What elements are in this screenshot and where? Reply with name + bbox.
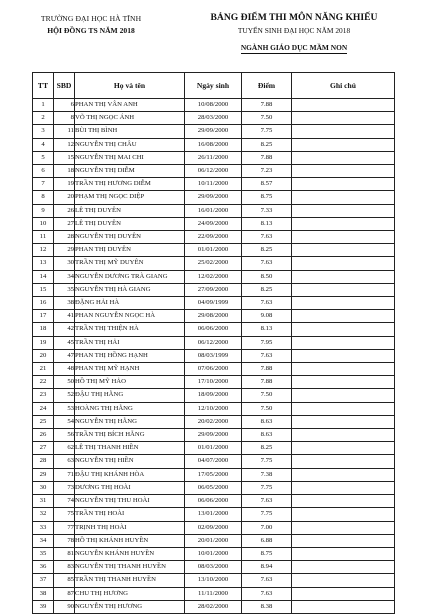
table-row	[33, 297, 395, 310]
student-name: NGUYỄN THỊ CHÂU	[75, 138, 185, 151]
row-number: 4	[33, 138, 54, 151]
row-number: 37	[33, 574, 54, 587]
candidate-number: 45	[54, 336, 75, 349]
birth-date: 26/11/2000	[185, 151, 242, 164]
score-value: 8.57	[242, 178, 292, 191]
row-number: 32	[33, 508, 54, 521]
student-name: ĐẬU THỊ HẰNG	[75, 389, 185, 402]
birth-date: 17/10/2000	[185, 376, 242, 389]
score-value: 7.50	[242, 389, 292, 402]
row-number: 29	[33, 468, 54, 481]
student-name: NGUYỄN THỊ DUYÊN	[75, 231, 185, 244]
score-value: 6.88	[242, 534, 292, 547]
birth-date: 06/12/2000	[185, 336, 242, 349]
birth-date: 29/08/2000	[185, 310, 242, 323]
score-value: 7.75	[242, 481, 292, 494]
row-number: 20	[33, 349, 54, 362]
note-cell	[292, 389, 395, 402]
row-number: 7	[33, 178, 54, 191]
student-name: NGUYỄN THỊ DIỄM	[75, 165, 185, 178]
council-name: HỘI ĐỒNG TS NĂM 2018	[47, 26, 135, 35]
score-value: 7.88	[242, 376, 292, 389]
table-row	[33, 310, 395, 323]
row-number: 6	[33, 165, 54, 178]
candidate-number: 8	[54, 112, 75, 125]
table-row	[33, 521, 395, 534]
column-header-tt: TT	[33, 73, 54, 99]
birth-date: 18/09/2000	[185, 389, 242, 402]
birth-date: 13/01/2000	[185, 508, 242, 521]
candidate-number: 6	[54, 99, 75, 112]
candidate-number: 12	[54, 138, 75, 151]
row-number: 24	[33, 402, 54, 415]
row-number: 3	[33, 125, 54, 138]
table-row	[33, 561, 395, 574]
column-header-dob: Ngày sinh	[185, 73, 242, 99]
table-row	[33, 336, 395, 349]
score-value: 7.63	[242, 257, 292, 270]
row-number: 38	[33, 587, 54, 600]
candidate-number: 85	[54, 574, 75, 587]
student-name: PHẠM THỊ NGỌC DIỆP	[75, 191, 185, 204]
candidate-number: 20	[54, 191, 75, 204]
birth-date: 07/06/2000	[185, 363, 242, 376]
row-number: 23	[33, 389, 54, 402]
note-cell	[292, 191, 395, 204]
candidate-number: 50	[54, 376, 75, 389]
score-value: 8.50	[242, 270, 292, 283]
birth-date: 20/02/2000	[185, 415, 242, 428]
candidate-number: 90	[54, 600, 75, 613]
student-name: VÕ THỊ NGỌC ÁNH	[75, 112, 185, 125]
row-number: 39	[33, 600, 54, 613]
student-name: TRẦN THỊ HƯƠNG DIỄM	[75, 178, 185, 191]
institution-header	[16, 14, 166, 35]
student-name: LÊ THỊ THANH HIỀN	[75, 442, 185, 455]
table-row	[33, 125, 395, 138]
score-value: 7.63	[242, 231, 292, 244]
table-row	[33, 349, 395, 362]
table-body	[33, 99, 395, 614]
row-number: 30	[33, 481, 54, 494]
birth-date: 12/02/2000	[185, 270, 242, 283]
note-cell	[292, 244, 395, 257]
student-name: PHAN THỊ MỸ HẠNH	[75, 363, 185, 376]
candidate-number: 71	[54, 468, 75, 481]
birth-date: 02/09/2000	[185, 521, 242, 534]
row-number: 25	[33, 415, 54, 428]
birth-date: 01/01/2000	[185, 442, 242, 455]
table-row	[33, 244, 395, 257]
note-cell	[292, 138, 395, 151]
student-name: TRẦN THỊ THIỆN HÀ	[75, 323, 185, 336]
score-value: 7.88	[242, 99, 292, 112]
candidate-number: 30	[54, 257, 75, 270]
row-number: 18	[33, 323, 54, 336]
student-name: PHAN NGUYỄN NGỌC HÀ	[75, 310, 185, 323]
student-name: NGUYỄN THỊ MAI CHI	[75, 151, 185, 164]
table-row	[33, 323, 395, 336]
birth-date: 24/09/2000	[185, 217, 242, 230]
score-value: 8.25	[242, 283, 292, 296]
grades-table	[32, 72, 395, 614]
table-row	[33, 257, 395, 270]
candidate-number: 56	[54, 429, 75, 442]
candidate-number: 63	[54, 455, 75, 468]
candidate-number: 35	[54, 283, 75, 296]
candidate-number: 83	[54, 561, 75, 574]
student-name: NGUYỄN THỊ THANH HUYỀN	[75, 561, 185, 574]
score-value: 8.25	[242, 138, 292, 151]
birth-date: 10/11/2000	[185, 178, 242, 191]
note-cell	[292, 323, 395, 336]
row-number: 26	[33, 429, 54, 442]
score-value: 7.63	[242, 297, 292, 310]
birth-date: 12/10/2000	[185, 402, 242, 415]
note-cell	[292, 508, 395, 521]
birth-date: 16/08/2000	[185, 138, 242, 151]
student-name: CHU THỊ HƯƠNG	[75, 587, 185, 600]
score-value: 7.88	[242, 151, 292, 164]
student-name: NGUYỄN THỊ HIỀN	[75, 455, 185, 468]
birth-date: 06/06/2000	[185, 495, 242, 508]
table-row	[33, 402, 395, 415]
note-cell	[292, 178, 395, 191]
note-cell	[292, 600, 395, 613]
score-value: 7.75	[242, 508, 292, 521]
column-header-score: Điểm	[242, 73, 292, 99]
note-cell	[292, 547, 395, 560]
student-name: DƯƠNG THỊ HOÀI	[75, 481, 185, 494]
student-name: TRỊNH THỊ HOÀI	[75, 521, 185, 534]
birth-date: 22/09/2000	[185, 231, 242, 244]
row-number: 14	[33, 270, 54, 283]
birth-date: 01/01/2000	[185, 244, 242, 257]
table-row	[33, 99, 395, 112]
student-name: PHAN THỊ HỒNG HẠNH	[75, 349, 185, 362]
table-row	[33, 138, 395, 151]
birth-date: 29/09/2000	[185, 429, 242, 442]
table-row	[33, 151, 395, 164]
candidate-number: 34	[54, 270, 75, 283]
row-number: 34	[33, 534, 54, 547]
student-name: NGUYỄN THỊ THU HOÀI	[75, 495, 185, 508]
student-name: TRẦN THỊ THANH HUYỀN	[75, 574, 185, 587]
row-number: 28	[33, 455, 54, 468]
note-cell	[292, 574, 395, 587]
table-row	[33, 429, 395, 442]
student-name: PHAN THỊ VÂN ANH	[75, 99, 185, 112]
birth-date: 16/01/2000	[185, 204, 242, 217]
note-cell	[292, 521, 395, 534]
row-number: 21	[33, 363, 54, 376]
table-row	[33, 468, 395, 481]
birth-date: 17/05/2000	[185, 468, 242, 481]
row-number: 17	[33, 310, 54, 323]
candidate-number: 81	[54, 547, 75, 560]
note-cell	[292, 561, 395, 574]
note-cell	[292, 349, 395, 362]
note-cell	[292, 125, 395, 138]
row-number: 10	[33, 217, 54, 230]
student-name: HỒ THỊ KHÁNH HUYỀN	[75, 534, 185, 547]
row-number: 36	[33, 561, 54, 574]
score-value: 8.63	[242, 415, 292, 428]
student-name: TRẦN THỊ HẢI	[75, 336, 185, 349]
note-cell	[292, 283, 395, 296]
table-row	[33, 574, 395, 587]
table-header-row	[33, 73, 395, 99]
score-value: 8.75	[242, 547, 292, 560]
score-value: 7.75	[242, 125, 292, 138]
table-row	[33, 376, 395, 389]
score-value: 7.63	[242, 349, 292, 362]
score-value: 7.23	[242, 165, 292, 178]
score-value: 7.95	[242, 336, 292, 349]
candidate-number: 41	[54, 310, 75, 323]
student-name: LÊ THỊ DUYÊN	[75, 217, 185, 230]
student-name: NGUYỄN KHÁNH HUYỀN	[75, 547, 185, 560]
candidate-number: 62	[54, 442, 75, 455]
note-cell	[292, 310, 395, 323]
table-row	[33, 191, 395, 204]
birth-date: 06/12/2000	[185, 165, 242, 178]
row-number: 13	[33, 257, 54, 270]
score-value: 8.38	[242, 600, 292, 613]
table-row	[33, 534, 395, 547]
birth-date: 20/01/2000	[185, 534, 242, 547]
score-value: 8.25	[242, 442, 292, 455]
birth-date: 10/08/2000	[185, 99, 242, 112]
table-row	[33, 481, 395, 494]
score-value: 7.33	[242, 204, 292, 217]
score-value: 7.50	[242, 112, 292, 125]
table-row	[33, 217, 395, 230]
note-cell	[292, 587, 395, 600]
note-cell	[292, 231, 395, 244]
birth-date: 29/09/2000	[185, 191, 242, 204]
row-number: 15	[33, 283, 54, 296]
student-name: NGUYỄN DƯƠNG TRÀ GIANG	[75, 270, 185, 283]
table-row	[33, 270, 395, 283]
row-number: 12	[33, 244, 54, 257]
candidate-number: 77	[54, 521, 75, 534]
row-number: 9	[33, 204, 54, 217]
birth-date: 04/07/2000	[185, 455, 242, 468]
note-cell	[292, 534, 395, 547]
note-cell	[292, 455, 395, 468]
score-value: 7.00	[242, 521, 292, 534]
table-row	[33, 600, 395, 613]
table-row	[33, 112, 395, 125]
table-row	[33, 495, 395, 508]
score-value: 8.13	[242, 323, 292, 336]
birth-date: 10/01/2000	[185, 547, 242, 560]
student-name: ĐẬU THỊ KHÁNH HÒA	[75, 468, 185, 481]
note-cell	[292, 468, 395, 481]
birth-date: 29/09/2000	[185, 125, 242, 138]
note-cell	[292, 336, 395, 349]
note-cell	[292, 495, 395, 508]
score-value: 8.75	[242, 191, 292, 204]
student-name: ĐẶNG HẢI HÀ	[75, 297, 185, 310]
table-row	[33, 165, 395, 178]
note-cell	[292, 99, 395, 112]
table-row	[33, 547, 395, 560]
table-row	[33, 283, 395, 296]
birth-date: 28/02/2000	[185, 600, 242, 613]
table-row	[33, 389, 395, 402]
note-cell	[292, 217, 395, 230]
row-number: 5	[33, 151, 54, 164]
table-row	[33, 415, 395, 428]
table-row	[33, 231, 395, 244]
student-name: NGUYỄN THỊ HẰNG	[75, 415, 185, 428]
candidate-number: 26	[54, 204, 75, 217]
birth-date: 27/09/2000	[185, 283, 242, 296]
row-number: 22	[33, 376, 54, 389]
column-header-sbd: SBD	[54, 73, 75, 99]
note-cell	[292, 204, 395, 217]
candidate-number: 48	[54, 363, 75, 376]
table-row	[33, 587, 395, 600]
row-number: 33	[33, 521, 54, 534]
score-value: 7.63	[242, 587, 292, 600]
row-number: 11	[33, 231, 54, 244]
note-cell	[292, 376, 395, 389]
note-cell	[292, 151, 395, 164]
candidate-number: 19	[54, 178, 75, 191]
note-cell	[292, 429, 395, 442]
score-value: 8.94	[242, 561, 292, 574]
candidate-number: 52	[54, 389, 75, 402]
birth-date: 25/02/2000	[185, 257, 242, 270]
score-value: 7.63	[242, 495, 292, 508]
row-number: 16	[33, 297, 54, 310]
note-cell	[292, 481, 395, 494]
score-value: 8.25	[242, 244, 292, 257]
note-cell	[292, 257, 395, 270]
table-row	[33, 455, 395, 468]
birth-date: 06/06/2000	[185, 323, 242, 336]
note-cell	[292, 112, 395, 125]
note-cell	[292, 270, 395, 283]
birth-date: 13/10/2000	[185, 574, 242, 587]
candidate-number: 53	[54, 402, 75, 415]
candidate-number: 73	[54, 481, 75, 494]
birth-date: 04/09/1999	[185, 297, 242, 310]
document-header	[184, 12, 404, 55]
score-value: 9.08	[242, 310, 292, 323]
student-name: NGUYỄN THỊ HÀ GIANG	[75, 283, 185, 296]
birth-date: 08/03/2000	[185, 561, 242, 574]
row-number: 2	[33, 112, 54, 125]
row-number: 1	[33, 99, 54, 112]
table-row	[33, 508, 395, 521]
column-header-note: Ghi chú	[292, 73, 395, 99]
note-cell	[292, 297, 395, 310]
candidate-number: 18	[54, 165, 75, 178]
document-title: BẢNG ĐIỂM THI MÔN NĂNG KHIẾU	[210, 12, 378, 23]
score-value: 7.38	[242, 468, 292, 481]
table-row	[33, 178, 395, 191]
score-value: 7.75	[242, 455, 292, 468]
candidate-number: 11	[54, 125, 75, 138]
student-name: TRẦN THỊ MỸ DUYÊN	[75, 257, 185, 270]
candidate-number: 74	[54, 495, 75, 508]
score-value: 7.88	[242, 363, 292, 376]
note-cell	[292, 402, 395, 415]
student-name: HOÀNG THỊ HẰNG	[75, 402, 185, 415]
note-cell	[292, 415, 395, 428]
row-number: 19	[33, 336, 54, 349]
candidate-number: 27	[54, 217, 75, 230]
school-name: TRƯỜNG ĐẠI HỌC HÀ TĨNH	[40, 14, 142, 23]
note-cell	[292, 363, 395, 376]
student-name: PHAN THỊ DUYÊN	[75, 244, 185, 257]
score-value: 8.13	[242, 217, 292, 230]
candidate-number: 38	[54, 297, 75, 310]
candidate-number: 75	[54, 508, 75, 521]
student-name: BÙI THỊ BÌNH	[75, 125, 185, 138]
candidate-number: 78	[54, 534, 75, 547]
score-value: 7.50	[242, 402, 292, 415]
table-row	[33, 363, 395, 376]
candidate-number: 15	[54, 151, 75, 164]
student-name: TRẦN THỊ HOÀI	[75, 508, 185, 521]
row-number: 8	[33, 191, 54, 204]
candidate-number: 28	[54, 231, 75, 244]
row-number: 27	[33, 442, 54, 455]
birth-date: 06/05/2000	[185, 481, 242, 494]
student-name: TRẦN THỊ BÍCH HẰNG	[75, 429, 185, 442]
table-row	[33, 204, 395, 217]
note-cell	[292, 442, 395, 455]
row-number: 35	[33, 547, 54, 560]
score-value: 7.63	[242, 574, 292, 587]
document-subtitle: TUYỂN SINH ĐẠI HỌC NĂM 2018	[237, 26, 351, 35]
score-value: 8.63	[242, 429, 292, 442]
row-number: 31	[33, 495, 54, 508]
student-name: HỒ THỊ MỸ HẢO	[75, 376, 185, 389]
candidate-number: 47	[54, 349, 75, 362]
candidate-number: 42	[54, 323, 75, 336]
candidate-number: 87	[54, 587, 75, 600]
note-cell	[292, 165, 395, 178]
birth-date: 28/03/2000	[185, 112, 242, 125]
table-row	[33, 442, 395, 455]
student-name: LÊ THỊ DUYÊN	[75, 204, 185, 217]
candidate-number: 54	[54, 415, 75, 428]
major-name: NGÀNH GIÁO DỤC MẦM NON	[240, 43, 348, 52]
student-name: NGUYỄN THỊ HƯƠNG	[75, 600, 185, 613]
birth-date: 08/03/1999	[185, 349, 242, 362]
column-header-name: Họ và tên	[75, 73, 185, 99]
candidate-number: 29	[54, 244, 75, 257]
birth-date: 11/11/2000	[185, 587, 242, 600]
